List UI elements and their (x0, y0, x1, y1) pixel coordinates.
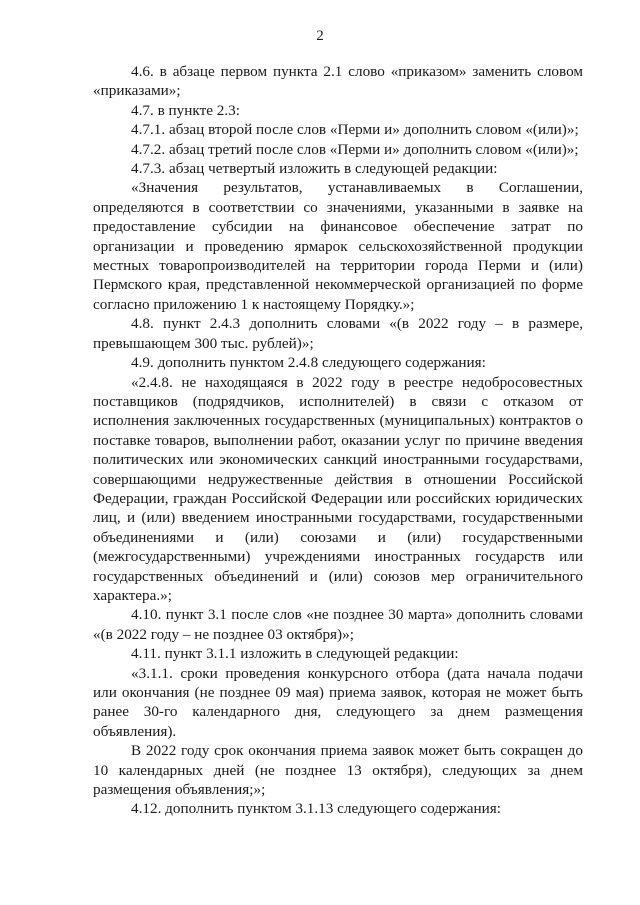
paragraph-4-8: 4.8. пункт 2.4.3 дополнить словами «(в 2022 году – в размере, превышающем 300 тыс. рублей)»; (93, 315, 583, 352)
paragraph-4-10: 4.10. пункт 3.1 после слов «не позднее 30 марта» дополнить словами «(в 2022 году – не позднее 03 октября)»; (93, 606, 583, 643)
paragraph-quote-results: «Значения результатов, устанавливаемых в Соглашении, определяются в соответствии со значениями, указанными в заявке на предоставление субсидии на финансовое обеспечение затрат по организации и проведению ярмарок сельскохозяйственной продукции местных товаропроизводителей на территории города Перми и (или) Пермского края, представленной некоммерческой организацией по форме согласно приложению 1 к настоящему Порядку.»; (93, 179, 583, 313)
page-number: 2 (316, 28, 324, 44)
paragraph-4-11: 4.11. пункт 3.1.1 изложить в следующей редакции: (131, 645, 459, 663)
paragraph-4-6: 4.6. в абзаце первом пункта 2.1 слово «приказом» заменить словом «приказами»; (93, 63, 583, 100)
paragraph-2022-deadline: В 2022 году срок окончания приема заявок может быть сокращен до 10 календарных дней (не позднее 13 октября), следующих за днем размещения объявления;»; (93, 742, 583, 799)
paragraph-quote-2-4-8: «2.4.8. не находящаяся в 2022 году в реестре недобросовестных поставщиков (подрядчиков, исполнителей) в связи с отказом от исполнения заключенных государственных (муниципальных) контрактов о поставке товаров, выполнении работ, оказании услуг по причине введения политических или экономических санкций иностранными государствами, совершающими недружественные действия в отношении Российской Федерации, граждан Российской Федерации или российских юридических лиц, и (или) введением иностранными государствами, государственными объединениями и (или) союзами и (или) государственными (межгосударственными) учреждениями иностранных государств или государственных объединений и (или) союзов мер ограничительного характера.»; (93, 373, 583, 604)
paragraph-4-7-2: 4.7.2. абзац третий после слов «Перми и» дополнить словом «(или)»; (131, 140, 579, 158)
paragraph-4-12: 4.12. дополнить пунктом 3.1.13 следующего содержания: (131, 800, 502, 818)
paragraph-4-7-3: 4.7.3. абзац четвертый изложить в следующей редакции: (131, 160, 498, 178)
paragraph-4-7-1: 4.7.1. абзац второй после слов «Перми и» дополнить словом «(или)»; (131, 121, 579, 139)
paragraph-quote-3-1-1: «3.1.1. сроки проведения конкурсного отбора (дата начала подачи или окончания (не позднее 09 мая) приема заявок, которая не может быть ранее 30-го календарного дня, следующего за днем размещения объявления). (93, 664, 583, 740)
paragraph-4-9: 4.9. дополнить пунктом 2.4.8 следующего содержания: (131, 354, 486, 372)
paragraph-4-7: 4.7. в пункте 2.3: (131, 101, 240, 119)
document-body (93, 62, 583, 819)
